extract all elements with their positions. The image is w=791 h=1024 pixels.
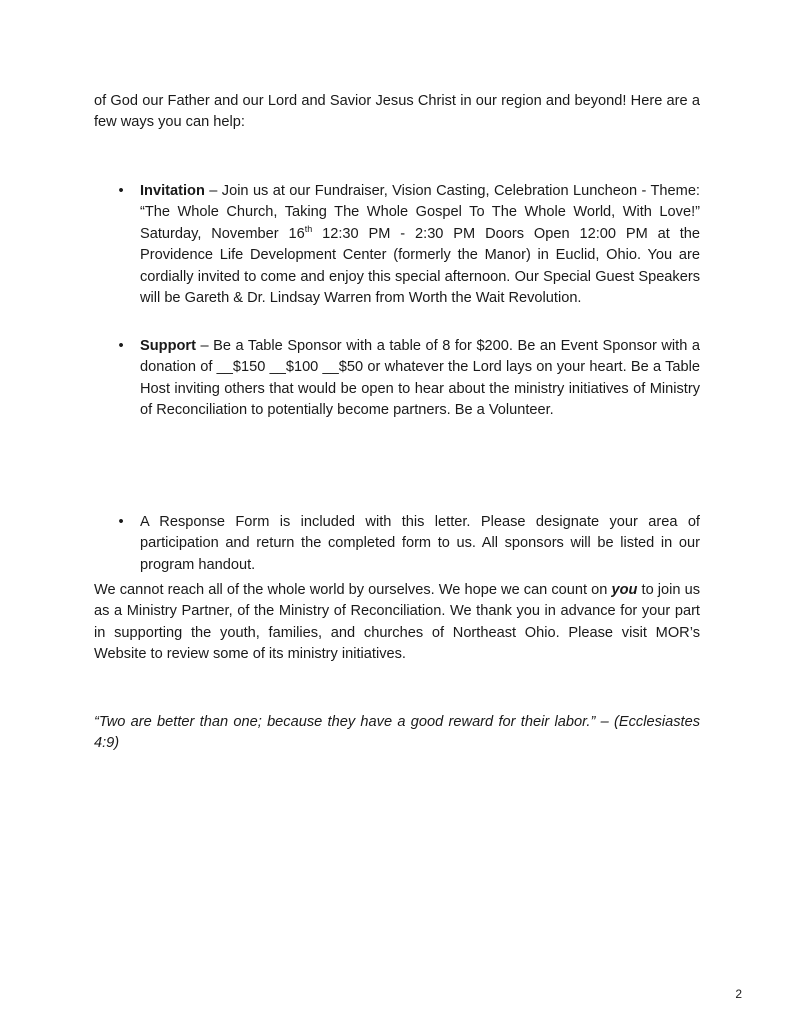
date-superscript: th <box>304 223 313 234</box>
scripture-quote <box>94 712 700 755</box>
response-form-text <box>140 512 700 576</box>
invitation-text <box>140 181 700 309</box>
closing-text-after: to join us as a Ministry Partner, of the Ministry of Reconciliation. We thank you in advance for your part in supporting the youth, families, and churches of Northeast Ohio. Please visit MOR’s Website to review some of its ministry initiatives. <box>94 582 700 663</box>
closing-paragraph <box>94 580 700 666</box>
intro-paragraph <box>94 91 700 134</box>
response-form-body: A Response Form is included with this letter. Please designate your area of participation and return the completed form to us. All sponsors will be listed in our program handout. <box>140 514 700 573</box>
bullet-icon: • <box>118 183 124 199</box>
invitation-lead: Invitation <box>140 183 205 199</box>
page-number: 2 <box>735 987 742 1001</box>
support-body: – Be a Table Sponsor with a table of 8 for $200. Be an Event Sponsor with a donation of __$150 __$100 __$50 or whatever the Lord lays on your heart. Be a Table Host inviting others that would be open to hear about the ministry initiatives of Ministry of Reconciliation to potentially become partners. Be a Volunteer. <box>140 338 700 419</box>
bullet-icon: • <box>118 338 124 354</box>
invitation-body-rest: 12:30 PM - 2:30 PM Doors Open 12:00 PM at the Providence Life Development Center (formerly the Manor) in Euclid, Ohio. You are cordially invited to come and enjoy this special afternoon. Our Special Guest Speakers will be Gareth & Dr. Lindsay Warren from Worth the Wait Revolution. <box>140 225 700 307</box>
bullet-icon: • <box>118 514 124 530</box>
closing-text-before: We cannot reach all of the whole world by ourselves. We hope we can count on <box>94 582 612 598</box>
quote-text: “Two are better than one; because they have a good reward for their labor.” – (Ecclesiastes 4:9) <box>94 714 700 752</box>
closing-emphasis: you <box>611 582 638 598</box>
support-lead: Support <box>140 338 196 354</box>
intro-text: of God our Father and our Lord and Savior Jesus Christ in our region and beyond! Here are a few ways you can help: <box>94 93 700 131</box>
invitation-body: – Join us at our Fundraiser, Vision Casting, Celebration Luncheon - Theme: “The Whole Church, Taking The Whole Gospel To The Whole World, With Love!” Saturday, November 16 <box>140 183 700 242</box>
support-text <box>140 336 700 422</box>
